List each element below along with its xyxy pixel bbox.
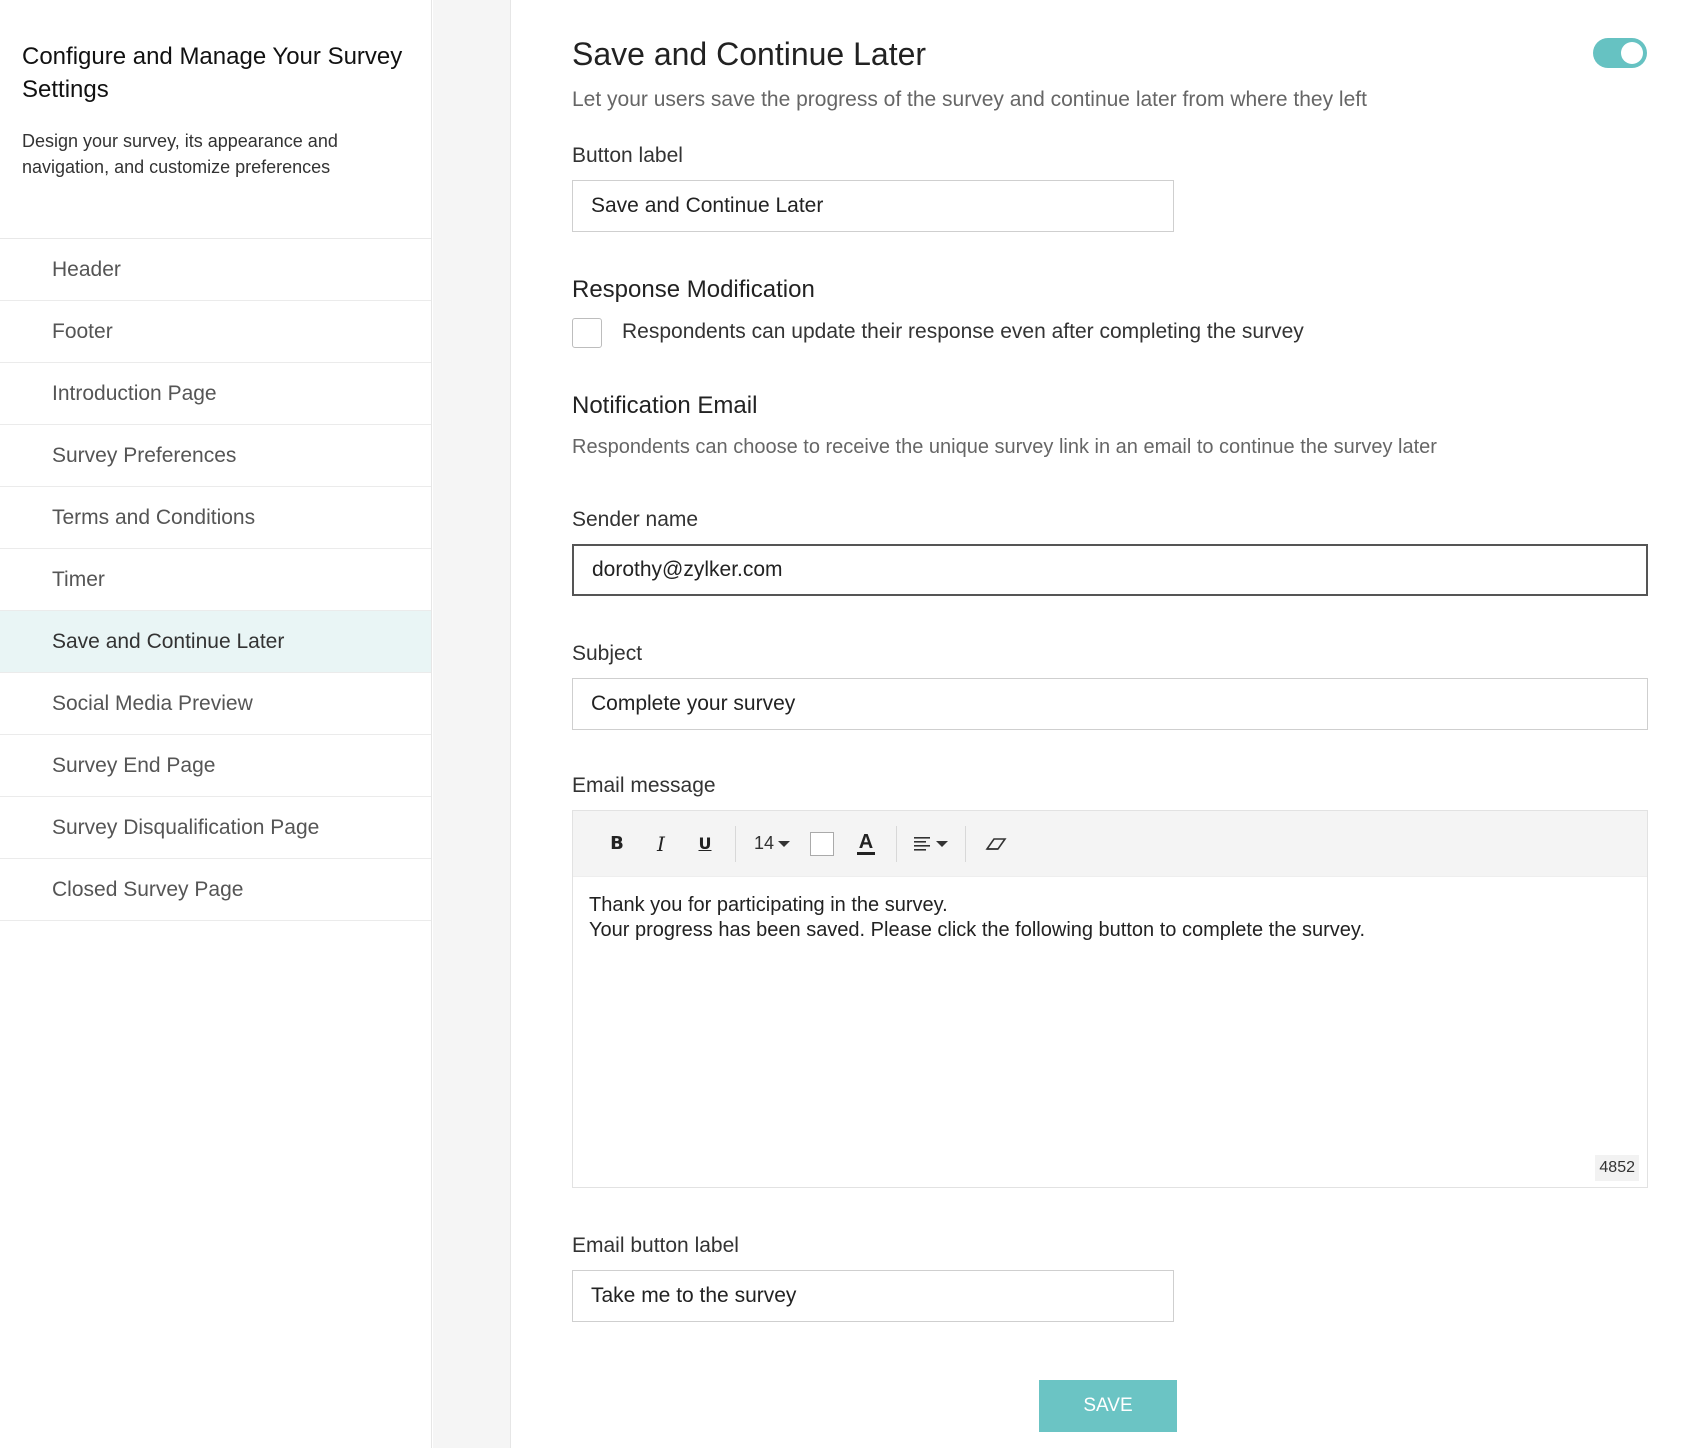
align-select[interactable] — [905, 824, 957, 864]
eraser-icon — [985, 836, 1007, 852]
chevron-down-icon — [778, 841, 790, 847]
align-left-icon — [914, 836, 932, 852]
chevron-down-icon — [936, 841, 948, 847]
response-modification-checkbox[interactable] — [572, 318, 602, 348]
notification-email-description: Respondents can choose to receive the unique survey link in an email to continue the survey later — [572, 436, 1437, 458]
toggle-knob — [1621, 42, 1643, 64]
email-message-line: Your progress has been saved. Please click the following button to complete the survey. — [589, 919, 1366, 941]
underline-button[interactable] — [683, 824, 727, 864]
email-message-editor — [572, 810, 1648, 1188]
font-size-select[interactable] — [744, 824, 800, 864]
email-message-label: Email message — [572, 774, 716, 797]
font-color-button[interactable] — [844, 824, 888, 864]
background-color-button[interactable] — [800, 824, 844, 864]
sidebar-item-survey-preferences[interactable]: Survey Preferences — [0, 425, 431, 487]
feature-toggle[interactable] — [1593, 38, 1647, 68]
italic-icon: I — [657, 831, 665, 856]
notification-email-title: Notification Email — [572, 392, 758, 419]
bold-icon: B — [610, 833, 624, 854]
button-label-title: Button label — [572, 144, 683, 167]
sidebar-item-introduction-page[interactable]: Introduction Page — [0, 363, 431, 425]
settings-nav — [0, 239, 431, 921]
sidebar-item-timer[interactable]: Timer — [0, 549, 431, 611]
sidebar-item-social-media-preview[interactable]: Social Media Preview — [0, 673, 431, 735]
italic-button[interactable] — [639, 824, 683, 864]
clear-format-button[interactable] — [974, 824, 1018, 864]
response-modification-label: Respondents can update their response even after completing the survey — [622, 320, 1304, 343]
email-button-label-input[interactable]: Take me to the survey — [572, 1270, 1174, 1322]
sidebar-item-save-and-continue-later[interactable]: Save and Continue Later — [0, 611, 431, 673]
email-button-label-title: Email button label — [572, 1234, 739, 1257]
sidebar-subtitle: Design your survey, its appearance and navigation, and customize preferences — [22, 131, 338, 177]
settings-sidebar — [0, 0, 432, 1448]
page-description: Let your users save the progress of the survey and continue later from where they left — [572, 88, 1367, 111]
settings-panel — [512, 0, 1692, 1448]
character-counter: 4852 — [1595, 1155, 1639, 1181]
font-size-value: 14 — [753, 833, 775, 853]
sender-name-input[interactable]: dorothy@zylker.com — [572, 544, 1648, 596]
toolbar-divider — [896, 826, 897, 862]
sender-name-label: Sender name — [572, 508, 699, 531]
email-message-body[interactable] — [573, 877, 1647, 959]
sidebar-item-survey-end-page[interactable]: Survey End Page — [0, 735, 431, 797]
sidebar-item-closed-survey-page[interactable]: Closed Survey Page — [0, 859, 431, 921]
toolbar-divider — [735, 826, 736, 862]
bold-button[interactable] — [595, 824, 639, 864]
content-gutter — [433, 0, 511, 1448]
button-label-input[interactable]: Save and Continue Later — [572, 180, 1174, 232]
response-modification-title: Response Modification — [572, 276, 815, 303]
sidebar-title: Configure and Manage Your Survey Settings — [22, 43, 403, 103]
underline-icon: U — [698, 834, 712, 853]
subject-label: Subject — [572, 642, 643, 665]
save-button[interactable]: SAVE — [1039, 1380, 1177, 1432]
editor-toolbar — [573, 811, 1647, 877]
toolbar-divider — [965, 826, 966, 862]
color-swatch-icon — [810, 832, 834, 856]
email-message-line: Thank you for participating in the survey. — [589, 894, 948, 916]
sidebar-item-terms-and-conditions[interactable]: Terms and Conditions — [0, 487, 431, 549]
sidebar-item-survey-disqualification-page[interactable]: Survey Disqualification Page — [0, 797, 431, 859]
subject-input[interactable]: Complete your survey — [572, 678, 1648, 730]
sidebar-header — [0, 0, 431, 239]
sidebar-item-footer[interactable]: Footer — [0, 301, 431, 363]
page-title: Save and Continue Later — [572, 36, 927, 72]
sidebar-item-header[interactable]: Header — [0, 239, 431, 301]
font-color-icon: A — [858, 831, 874, 853]
